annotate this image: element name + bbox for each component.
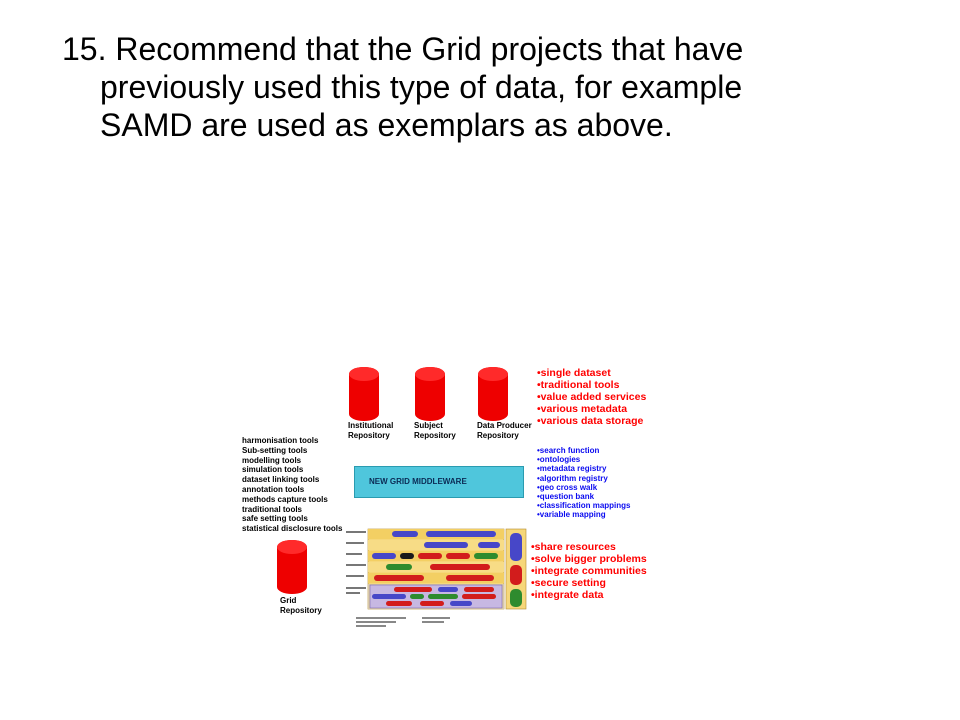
feature-item: •variable mapping [537, 510, 606, 520]
grid-benefits-list [531, 541, 647, 601]
subject-repository-icon [414, 366, 446, 422]
tool-item: statistical disclosure tools [242, 524, 343, 534]
tool-item: methods capture tools [242, 494, 328, 504]
feature-item: •various metadata [537, 403, 628, 415]
feature-item: •metadata registry [537, 464, 607, 474]
subject-repository-label: Subject Repository [414, 421, 456, 440]
grid-repository-icon [276, 539, 308, 595]
grid-repository-label: Grid Repository [280, 596, 322, 615]
feature-item: •integrate data [531, 589, 604, 601]
feature-item: •traditional tools [537, 379, 620, 391]
tool-item: simulation tools [242, 465, 304, 475]
heading-line-2: previously used this type of data, for example [100, 69, 743, 105]
institutional-repository-label: Institutional Repository [348, 421, 394, 440]
feature-item: •share resources [531, 541, 616, 553]
middleware-stack-diagram [346, 527, 530, 631]
feature-item: •question bank [537, 492, 595, 502]
tool-item: harmonisation tools [242, 436, 319, 445]
feature-item: •secure setting [531, 577, 606, 589]
tool-item: safe setting tools [242, 514, 308, 524]
middleware-features-list [537, 446, 631, 520]
institutional-repository-icon [348, 366, 380, 422]
feature-item: •ontologies [537, 455, 581, 465]
tool-item: modelling tools [242, 455, 302, 465]
tool-item: dataset linking tools [242, 475, 320, 485]
heading-line-1: 15. Recommend that the Grid projects that have [62, 31, 744, 67]
feature-item: •algorithm registry [537, 473, 608, 483]
feature-item: •integrate communities [531, 565, 647, 577]
grid-middleware-label: NEW GRID MIDDLEWARE [369, 477, 467, 486]
tool-item: traditional tools [242, 504, 302, 514]
data-producer-repository-icon [477, 366, 509, 422]
tool-item: annotation tools [242, 484, 305, 494]
feature-item: •various data storage [537, 415, 644, 427]
tool-item: Sub-setting tools [242, 445, 308, 455]
feature-item: •search function [537, 446, 600, 455]
tools-list [242, 436, 342, 534]
feature-item: •classification mappings [537, 501, 631, 511]
repository-features-list [537, 367, 646, 427]
feature-item: •geo cross walk [537, 482, 598, 492]
feature-item: •solve bigger problems [531, 553, 647, 565]
feature-item: •value added services [537, 391, 647, 403]
feature-item: •single dataset [537, 367, 611, 379]
grid-middleware-box [354, 466, 524, 498]
data-producer-repository-label: Data Producer Repository [477, 421, 532, 440]
slide-heading [62, 30, 942, 144]
heading-line-3: SAMD are used as exemplars as above. [100, 107, 673, 143]
